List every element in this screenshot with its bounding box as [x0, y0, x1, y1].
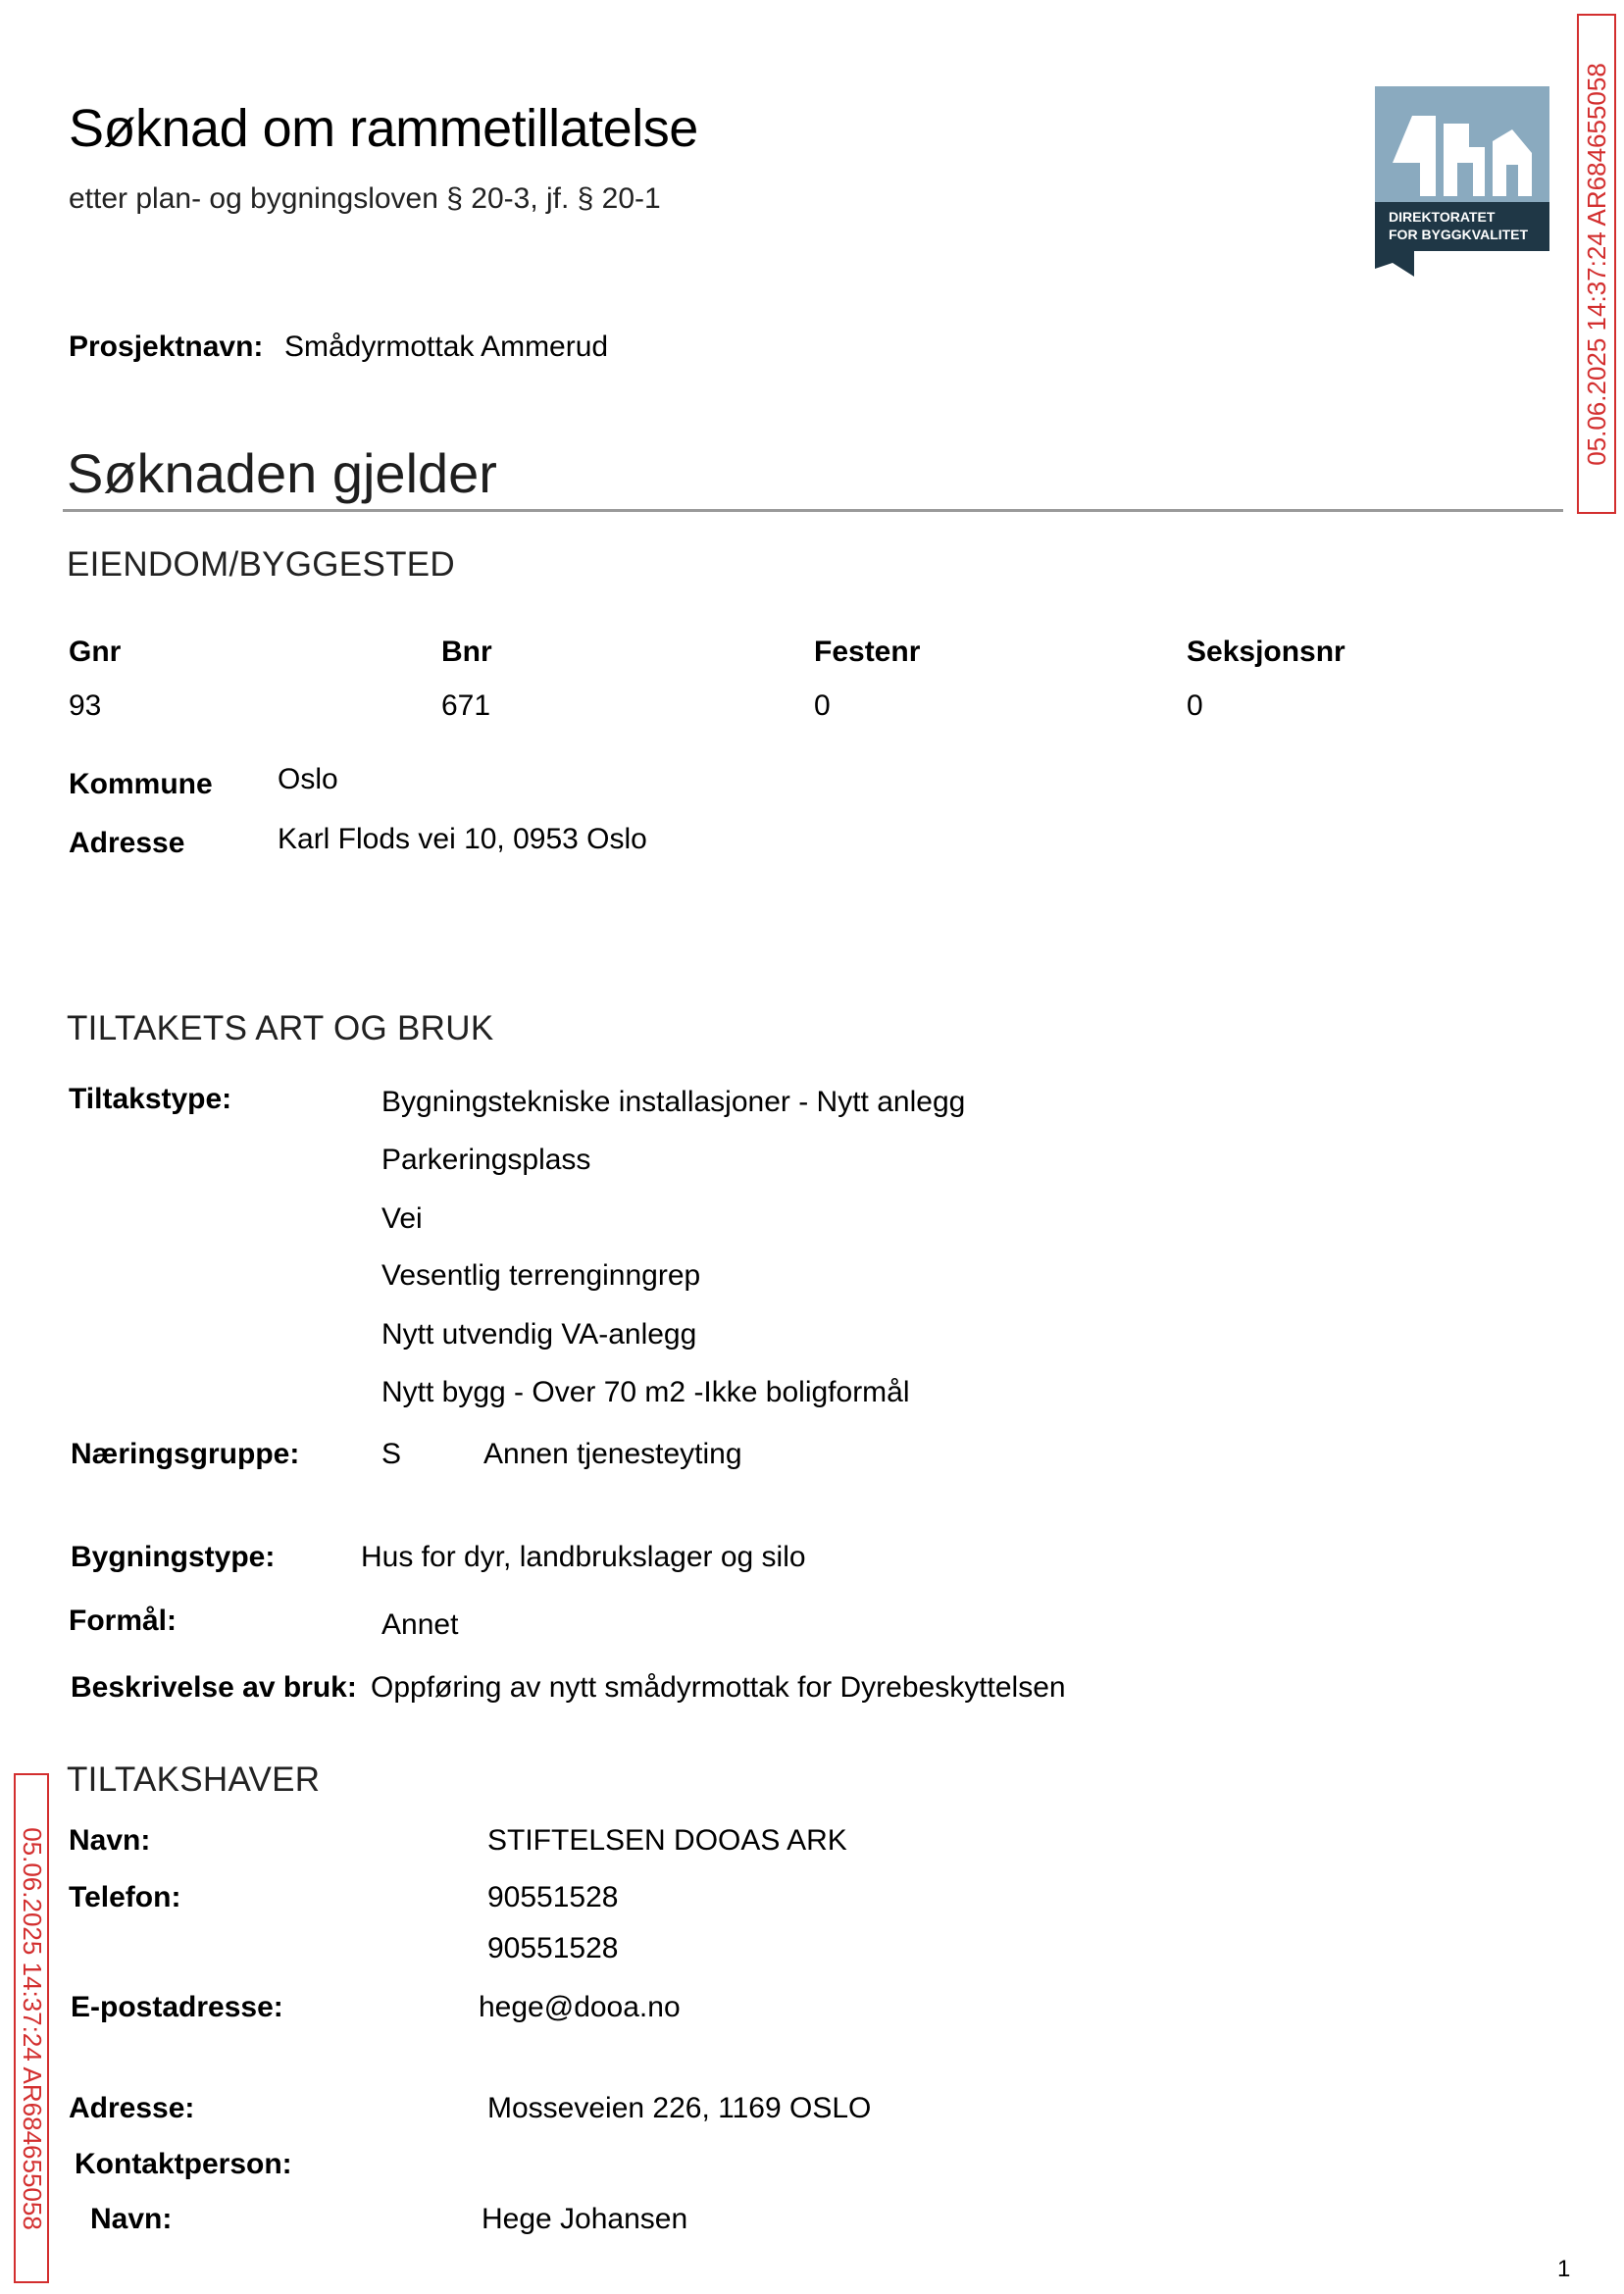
kontaktperson-label: Kontaktperson:	[75, 2148, 292, 2180]
beskrivelse-value: Oppføring av nytt smådyrmottak for Dyrebeskyttelsen	[371, 1671, 1066, 1704]
bygningstype-label: Bygningstype:	[71, 1541, 276, 1573]
naeringsgruppe-code: S	[381, 1438, 402, 1470]
gnr-value: 93	[69, 689, 102, 722]
tiltak-section-title: TILTAKETS ART OG BRUK	[67, 1009, 494, 1047]
telefon-value: 90551528	[487, 1881, 619, 1913]
epost-value: hege@dooa.no	[479, 1991, 681, 2023]
section-heading: Søknaden gjelder	[67, 442, 497, 504]
telefon-value: 90551528	[487, 1932, 619, 1964]
tiltakstype-label: Tiltakstype:	[69, 1083, 232, 1115]
kommune-value: Oslo	[278, 763, 338, 795]
document-title: Søknad om rammetillatelse	[69, 99, 698, 158]
gnr-label: Gnr	[69, 636, 122, 668]
kontaktperson-navn-label: Navn:	[90, 2203, 173, 2235]
project-name-value: Smådyrmottak Ammerud	[284, 331, 609, 363]
formal-label: Formål:	[69, 1605, 178, 1637]
kommune-label: Kommune	[69, 768, 213, 800]
tiltakshaver-adresse-value: Mosseveien 226, 1169 OSLO	[487, 2092, 872, 2124]
seksjonsnr-label: Seksjonsnr	[1187, 636, 1345, 668]
bnr-label: Bnr	[441, 636, 492, 668]
tiltakstype-item: Vesentlig terrenginngrep	[381, 1259, 701, 1292]
tiltakshaver-navn-label: Navn:	[69, 1824, 151, 1857]
beskrivelse-label: Beskrivelse av bruk:	[71, 1671, 357, 1704]
bnr-value: 671	[441, 689, 491, 722]
project-name-label: Prosjektnavn:	[69, 331, 264, 363]
tiltakshaver-adresse-label: Adresse:	[69, 2092, 195, 2124]
naeringsgruppe-label: Næringsgruppe:	[71, 1438, 300, 1470]
festenr-value: 0	[814, 689, 831, 722]
seksjonsnr-value: 0	[1187, 689, 1203, 722]
naeringsgruppe-value: Annen tjenesteyting	[483, 1438, 742, 1470]
adresse-value: Karl Flods vei 10, 0953 Oslo	[278, 823, 647, 855]
tiltakshaver-section-title: TILTAKSHAVER	[67, 1760, 321, 1799]
tiltakstype-item: Nytt bygg - Over 70 m2 -Ikke boligformål	[381, 1376, 910, 1408]
receipt-stamp-left	[14, 1773, 49, 2283]
formal-value: Annet	[381, 1608, 459, 1641]
property-section-title: EIENDOM/BYGGESTED	[67, 545, 455, 584]
logo-line1: DIREKTORATET	[1389, 209, 1496, 225]
receipt-stamp-text: 05.06.2025 14:37:24 AR684655058	[17, 1826, 47, 2230]
dibk-logo	[1375, 86, 1549, 277]
heading-divider	[63, 509, 1563, 512]
tiltakstype-item: Bygningstekniske installasjoner - Nytt anlegg	[381, 1086, 966, 1118]
tiltakstype-item: Nytt utvendig VA-anlegg	[381, 1318, 697, 1351]
kontaktperson-navn-value: Hege Johansen	[482, 2203, 688, 2235]
adresse-label: Adresse	[69, 827, 185, 859]
page-number: 1	[1557, 2256, 1571, 2282]
receipt-stamp-text: 05.06.2025 14:37:24 AR684655058	[1581, 62, 1611, 466]
tiltakstype-item: Parkeringsplass	[381, 1144, 591, 1176]
document-subtitle: etter plan- og bygningsloven § 20-3, jf. § 20-1	[69, 182, 661, 215]
logo-line2: FOR BYGGKVALITET	[1389, 227, 1529, 242]
receipt-stamp-top	[1577, 14, 1616, 514]
bygningstype-value: Hus for dyr, landbrukslager og silo	[361, 1541, 806, 1573]
epost-label: E-postadresse:	[71, 1991, 283, 2023]
tiltakshaver-navn-value: STIFTELSEN DOOAS ARK	[487, 1824, 847, 1857]
festenr-label: Festenr	[814, 636, 921, 668]
telefon-label: Telefon:	[69, 1881, 181, 1913]
tiltakstype-item: Vei	[381, 1202, 423, 1235]
